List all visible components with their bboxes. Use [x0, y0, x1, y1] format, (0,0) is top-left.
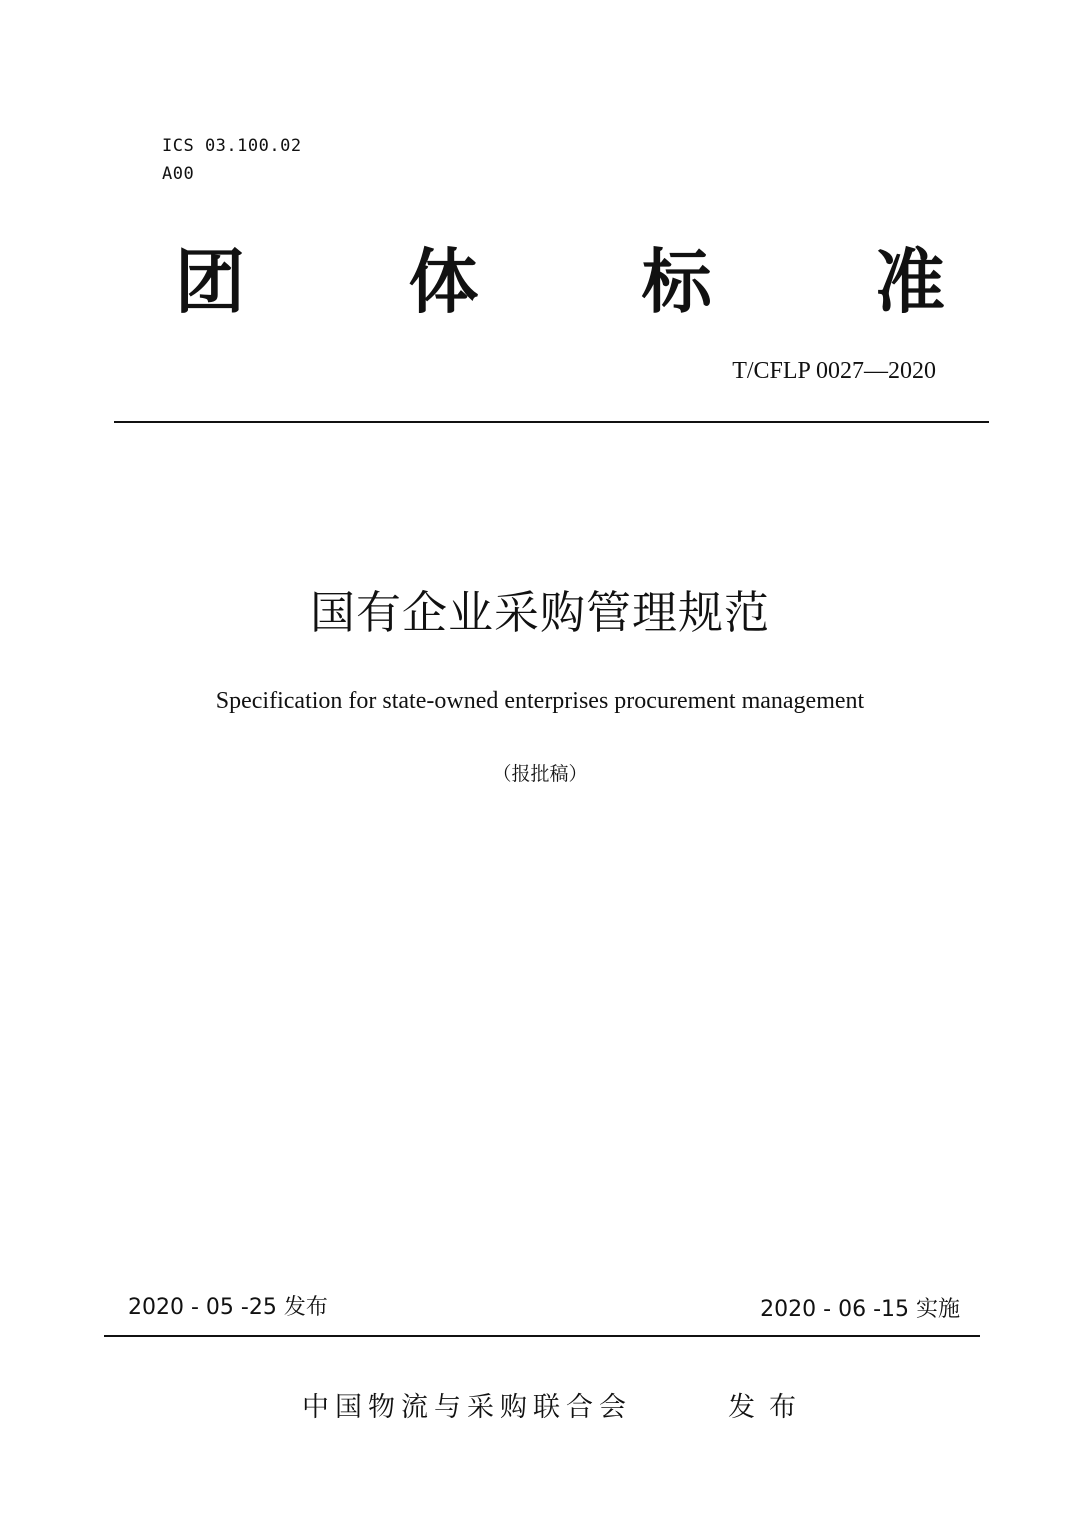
document-title-chinese: 国有企业采购管理规范 [309, 586, 770, 639]
issue-date: 2020 - 05 -25 发布 [128, 1295, 328, 1320]
publish-label: 发布 [728, 1392, 810, 1423]
effective-date: 2020 - 06 -15 实施 [760, 1297, 960, 1322]
standard-number: T/CFLP 0027—2020 [732, 358, 936, 384]
publisher-name: 中国物流与采购联合会 [302, 1392, 632, 1423]
standard-type-char: 团 [175, 241, 245, 323]
bottom-divider [104, 1335, 980, 1337]
standard-type-char: 准 [874, 241, 945, 323]
classification-codes [162, 132, 302, 188]
draft-status: （报批稿） [492, 763, 588, 785]
standard-type-char: 体 [408, 241, 479, 323]
ccs-code: A00 [162, 164, 195, 184]
top-divider [114, 421, 989, 423]
standard-type-heading [150, 232, 970, 332]
ics-code: ICS 03.100.02 [162, 136, 302, 156]
document-title-english: Specification for state-owned enterprises procurement management [215, 688, 865, 714]
standard-type-char: 标 [641, 241, 712, 323]
